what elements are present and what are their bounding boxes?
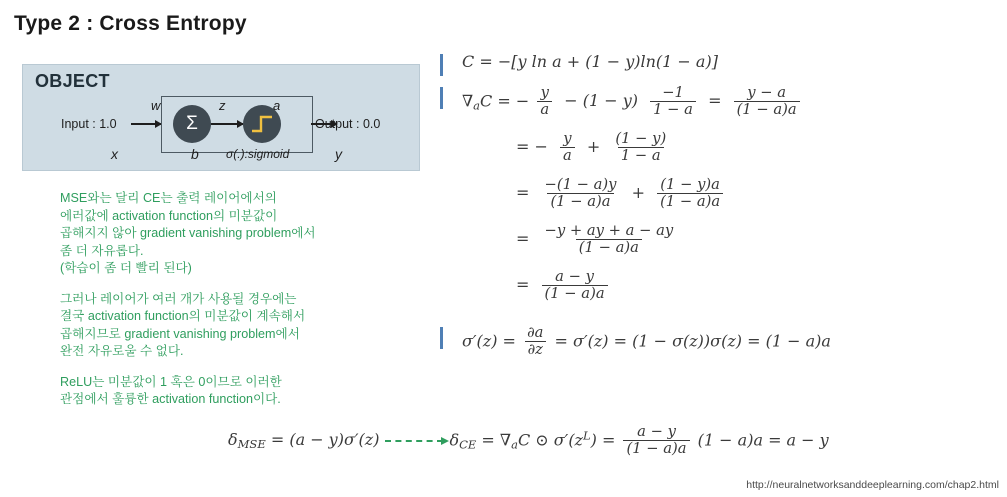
input-value-label: Input : 1.0: [61, 117, 117, 131]
note-line: 그러나 레이어가 여러 개가 사용될 경우에는: [60, 291, 297, 306]
note-line: 좀 더 자유롭다.: [60, 243, 144, 258]
accent-bar: [440, 327, 443, 349]
equals-sign: =: [516, 275, 530, 295]
a-label: a: [273, 98, 281, 113]
equation-cost-text: C = −[y ln a + (1 − y)ln(1 − a)]: [462, 52, 718, 71]
input-arrow-icon: [131, 123, 161, 125]
note-line: MSE와는 달리 CE는 출력 레이어에서의: [60, 191, 277, 205]
fraction-da-dz: $\frac{\partial a}{\partial z}$: [524, 325, 546, 359]
note-line: ReLU는 미분값이 1 혹은 0이므로 이러한: [60, 374, 282, 389]
fraction-1-minus-y: $\frac{(1 - y)}{1 - a}$: [615, 129, 667, 165]
page-title: Type 2 : Cross Entropy: [14, 12, 247, 35]
equation-step-4: [440, 223, 1000, 257]
equation-step-3: [440, 177, 1000, 211]
notes-block: [60, 190, 420, 409]
math-derivation: [440, 52, 1000, 365]
fraction-y-over-a-2: $\frac{y}{a}$: [560, 131, 575, 165]
note-paragraph-3: [60, 374, 420, 409]
fraction-y-minus-a: $\frac{y - a}{(1 - a)a}$: [734, 85, 800, 119]
source-url[interactable]: http://neuralnetworksanddeeplearning.com/chap2.html: [746, 479, 999, 491]
equation-gradient: [440, 85, 1000, 119]
note-paragraph-1: [60, 190, 420, 278]
fraction-y-over-a: $\frac{y}{a}$: [537, 85, 552, 119]
delta-ce-expression: $\delta_{CE} = \nabla_aC$ ⊙ $\sigma'(z^L)$ = $\frac{a - y}{(1 - a)a}$ (1 − a)a = a − y: [449, 423, 829, 458]
bias-label: b: [191, 146, 199, 162]
fraction-delta-ce: $\frac{a - y}{(1 - a)a}$: [623, 424, 689, 458]
output-value-label: Output : 0.0: [315, 117, 381, 131]
z-label: z: [219, 98, 226, 113]
equation-step-2: [440, 131, 1000, 165]
sigma-prime-label: σ′(z) =: [462, 331, 516, 351]
z-arrow-icon: [211, 123, 243, 125]
note-paragraph-2: [60, 291, 420, 361]
object-panel-label: OBJECT: [35, 71, 110, 91]
plus-sign: +: [631, 183, 645, 203]
fraction-expanded: $\frac{-y + ay + a - ay}{(1 - a)a}$: [544, 221, 674, 257]
nabla-symbol: ∇: [462, 91, 474, 111]
equals-sign: = −: [516, 137, 548, 157]
step-function-icon: [250, 113, 274, 135]
equation-step-5: [440, 269, 1000, 303]
accent-bar: [440, 87, 443, 109]
equals-sign: =: [708, 91, 722, 111]
sigmoid-derivative-rest: = σ′(z) = (1 − σ(z))σ(z) = (1 − a)a: [554, 331, 831, 351]
x-label: x: [111, 146, 118, 162]
fraction-term-2: $\frac{(1 - y)a}{(1 - a)a}$: [657, 177, 723, 211]
gradient-mid: − (1 − y): [564, 91, 639, 111]
nabla-subscript: a: [473, 98, 481, 113]
gradient-rest: C = −: [480, 91, 530, 111]
note-line: 곱해지지 않아 gradient vanishing problem에서: [60, 226, 316, 240]
plus-sign: +: [586, 137, 601, 157]
weight-label: w: [151, 98, 161, 113]
equals-sign: =: [516, 183, 530, 203]
note-line: (학습이 좀 더 빨리 된다): [60, 261, 192, 275]
equals-sign: =: [516, 229, 530, 249]
summation-node: Σ: [173, 105, 211, 143]
equation-sigmoid-derivative: [440, 325, 1000, 359]
y-label: y: [335, 146, 342, 162]
note-line: 결국 activation function의 미분값이 계속해서: [60, 309, 306, 323]
note-line: 관점에서 훌륭한 activation function이다.: [60, 392, 281, 406]
fraction-term-1: $\frac{-(1 - a)y}{(1 - a)a}$: [544, 175, 617, 211]
delta-mse-expression: $\delta_{MSE} = (a - y)\sigma'(z)$: [228, 430, 380, 452]
fraction-neg1-over-1-minus-a: $\frac{-1}{1 - a}$: [650, 85, 696, 119]
implication-arrow-icon: [385, 440, 443, 442]
fraction-simplified: $\frac{a - y}{(1 - a)a}$: [542, 269, 608, 303]
object-diagram-panel: [22, 64, 420, 171]
note-line: 곱해지므로 gradient vanishing problem에서: [60, 326, 300, 341]
sigmoid-label: σ(.):sigmoid: [226, 147, 290, 161]
note-line: 에러값에 activation function의 미분값이: [60, 208, 278, 223]
equation-cost: [440, 52, 1000, 71]
delta-relation-row: [228, 424, 829, 458]
note-line: 완전 자유로울 수 없다.: [60, 344, 184, 358]
equation-gradient-text: [462, 85, 803, 119]
accent-bar: [440, 54, 443, 76]
